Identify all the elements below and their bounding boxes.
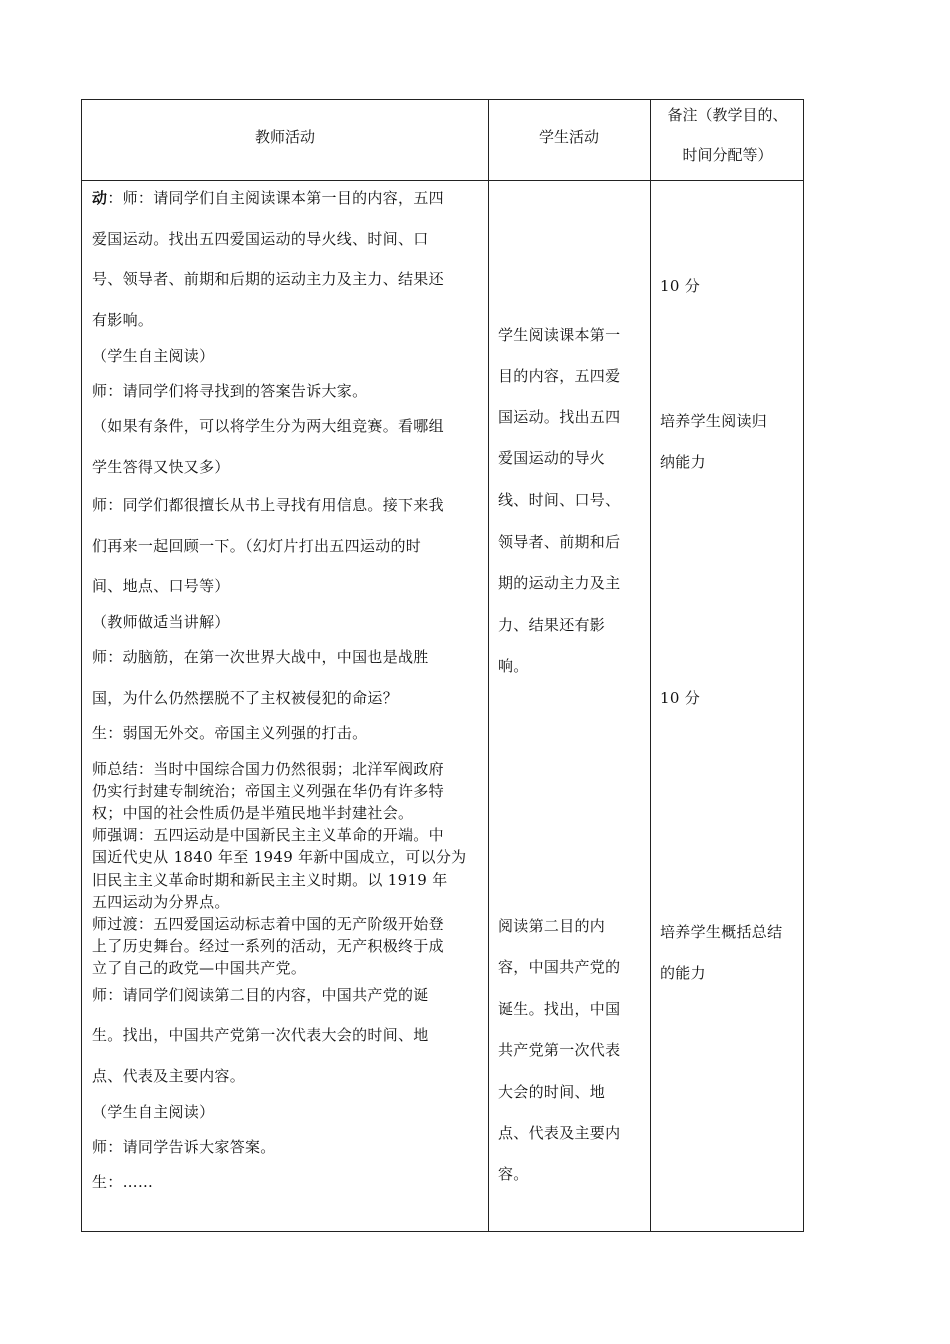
lesson-table: [81, 99, 804, 1232]
student-line: 大会的时间、地: [498, 1083, 606, 1101]
teacher-line: 们再来一起回顾一下。（幻灯片打出五四运动的时: [92, 537, 422, 555]
student-line: 爱国运动的导火: [498, 449, 606, 467]
teacher-line: 国近代史从 1840 年至 1949 年新中国成立，可以分为: [92, 848, 467, 866]
student-line: 线、时间、口号、: [498, 491, 621, 509]
teacher-line: 学生答得又快又多）: [92, 458, 230, 476]
teacher-line: 间、地点、口号等）: [92, 577, 230, 595]
student-line: 目的内容，五四爱: [498, 367, 621, 385]
student-line: 共产党第一次代表: [498, 1041, 621, 1059]
teacher-line: （如果有条件，可以将学生分为两大组竞赛。看哪组: [92, 417, 444, 435]
header-student-activity: 学生活动: [538, 128, 599, 146]
column-divider: [650, 100, 651, 1231]
notes-line: 纳能力: [660, 453, 706, 471]
teacher-line-text: ：师：请同学们自主阅读课本第一目的内容，五四: [107, 189, 444, 207]
column-divider: [488, 100, 489, 1231]
teacher-line: 上了历史舞台。经过一系列的活动，无产积极终于成: [92, 937, 444, 955]
student-line: 国运动。找出五四: [498, 408, 621, 426]
teacher-line: 生。找出，中国共产党第一次代表大会的时间、地: [92, 1026, 429, 1044]
student-line: 领导者、前期和后: [498, 533, 621, 551]
notes-line: 的能力: [660, 964, 706, 982]
teacher-line: 点、代表及主要内容。: [92, 1067, 246, 1085]
teacher-line: 五四运动为分界点。: [92, 893, 230, 911]
student-line: 点、代表及主要内: [498, 1124, 621, 1142]
teacher-line-bold: 动: [92, 189, 108, 207]
teacher-line: 爱国运动。找出五四爱国运动的导火线、时间、口: [92, 230, 429, 248]
teacher-line: 师：同学们都很擅长从书上寻找有用信息。接下来我: [92, 496, 444, 514]
teacher-line: 立了自己的政党—中国共产党。: [92, 959, 307, 977]
student-line: 容。: [498, 1165, 529, 1183]
teacher-line: 师：请同学告诉大家答案。: [92, 1138, 276, 1156]
teacher-line: 生：弱国无外交。帝国主义列强的打击。: [92, 724, 368, 742]
teacher-line: 有影响。: [92, 311, 154, 329]
teacher-line: 师：请同学们将寻找到的答案告诉大家。: [92, 382, 368, 400]
teacher-line: （教师做适当讲解）: [92, 613, 230, 631]
teacher-line: 国，为什么仍然摆脱不了主权被侵犯的命运？: [92, 689, 399, 707]
student-line: 期的运动主力及主: [498, 574, 621, 592]
teacher-line: 师：请同学们阅读第二目的内容，中国共产党的诞: [92, 986, 429, 1004]
student-line: 诞生。找出，中国: [498, 1000, 621, 1018]
notes-line: 10 分: [660, 277, 701, 295]
teacher-line: 仍实行封建专制统治；帝国主义列强在华仍有许多特: [92, 782, 444, 800]
student-line: 力、结果还有影: [498, 616, 606, 634]
teacher-line: 旧民主主义革命时期和新民主主义时期。以 1919 年: [92, 871, 448, 889]
student-line: 响。: [498, 657, 529, 675]
student-line: 阅读第二目的内: [498, 917, 606, 935]
teacher-line: 号、领导者、前期和后期的运动主力及主力、结果还: [92, 270, 444, 288]
notes-line: 培养学生概括总结: [660, 923, 783, 941]
header-notes-line-1: 备注（教学目的、: [667, 106, 788, 124]
student-line: 容，中国共产党的: [498, 958, 621, 976]
header-divider: [82, 180, 803, 181]
teacher-line: （学生自主阅读）: [92, 1103, 215, 1121]
teacher-line: 师：动脑筋，在第一次世界大战中，中国也是战胜: [92, 648, 429, 666]
teacher-line: 师总结：当时中国综合国力仍然很弱；北洋军阀政府: [92, 760, 444, 778]
teacher-line: [92, 187, 444, 208]
notes-line: 10 分: [660, 689, 701, 707]
teacher-line: 师强调：五四运动是中国新民主主义革命的开端。中: [92, 826, 444, 844]
teacher-line: 生：……: [92, 1173, 154, 1191]
header-teacher-activity: 教师活动: [254, 128, 315, 146]
teacher-line: （学生自主阅读）: [92, 347, 215, 365]
notes-line: 培养学生阅读归: [660, 412, 768, 430]
teacher-line: 师过渡：五四爱国运动标志着中国的无产阶级开始登: [92, 915, 444, 933]
student-line: 学生阅读课本第一: [498, 326, 621, 344]
header-notes-line-2: 时间分配等）: [682, 146, 773, 164]
teacher-line: 权；中国的社会性质仍是半殖民地半封建社会。: [92, 804, 414, 822]
